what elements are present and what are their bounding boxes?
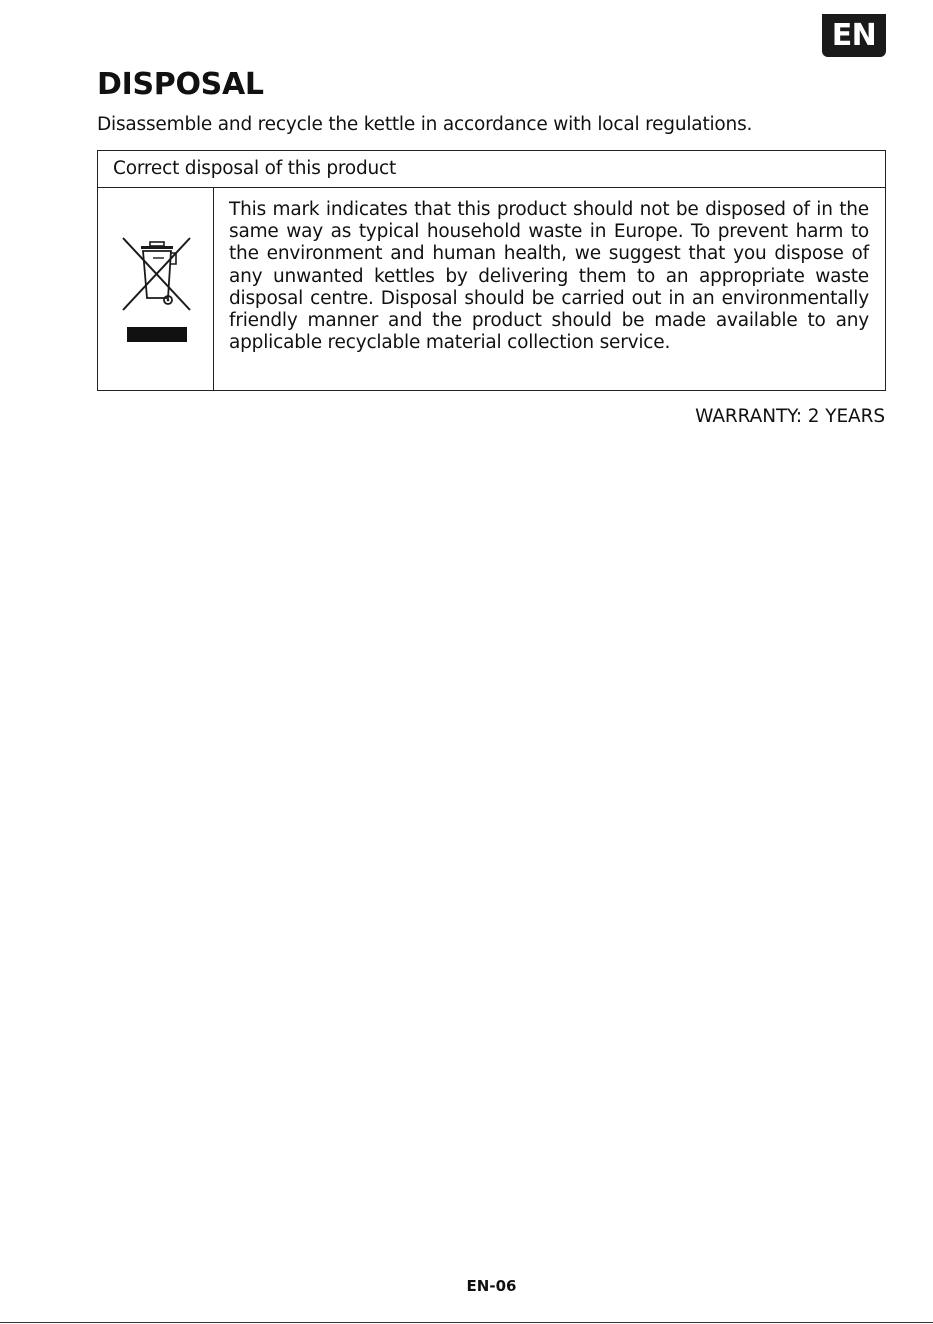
- table-header: Correct disposal of this product: [98, 151, 885, 188]
- icon-cell: [98, 188, 214, 390]
- warranty-text: WARRANTY: 2 YEARS: [695, 406, 885, 427]
- bottom-rule: [0, 1322, 933, 1323]
- language-badge: EN: [822, 14, 886, 57]
- disposal-description: This mark indicates that this product should not be disposed of in the same way as typical household waste in Europe. To prevent harm to the environment and human health, we suggest that you dispose of any unwanted kettles by delivering them to an appropriate waste disposal centre. Disposal should be carried out in an environmentally friendly manner and the product should be made available to any applicable recyclable material collection service.: [229, 199, 869, 354]
- crossed-out-wheelie-bin-icon: [98, 188, 214, 390]
- intro-text: Disassemble and recycle the kettle in accordance with local regulations.: [97, 114, 753, 135]
- page-number: EN-06: [466, 1277, 517, 1295]
- page-title: DISPOSAL: [97, 67, 264, 102]
- disposal-table: [97, 150, 886, 391]
